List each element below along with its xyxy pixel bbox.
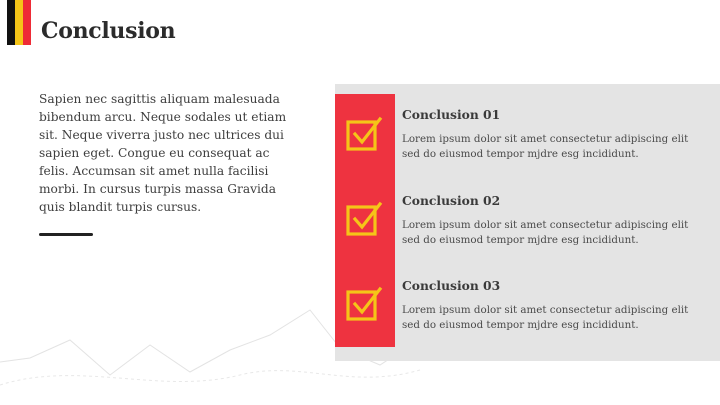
checkbox-check-icon (345, 116, 383, 154)
divider-line (39, 233, 93, 236)
decorative-wave-line (0, 370, 420, 385)
conclusion-text-2: Lorem ipsum dolor sit amet consectetur adipiscing elit sed do eiusmod tempor mjdre esg incididunt. (402, 219, 689, 246)
conclusion-text-1: Lorem ipsum dolor sit amet consectetur adipiscing elit sed do eiusmod tempor mjdre esg incididunt. (402, 133, 689, 160)
flag-stripes (7, 0, 31, 45)
conclusion-text-3: Lorem ipsum dolor sit amet consectetur adipiscing elit sed do eiusmod tempor mjdre esg incididunt. (402, 304, 689, 331)
slide-title: Conclusion (41, 18, 176, 44)
flag-stripe-red (23, 0, 31, 45)
checkbox-check-icon (345, 201, 383, 239)
flag-stripe-yellow (15, 0, 23, 45)
conclusion-title-1: Conclusion 01 (402, 107, 501, 122)
checkbox-check-icon (345, 286, 383, 324)
conclusion-title-2: Conclusion 02 (402, 193, 501, 208)
flag-stripe-black (7, 0, 15, 45)
intro-paragraph: Sapien nec sagittis aliquam malesuada bibendum arcu. Neque sodales ut etiam sit. Neque viverra justo nec ultrices dui sapien eget. Congue eu consequat ac felis. Accumsan sit amet nulla facilisi morbi. In cursus turpis massa Gravida quis blandit turpis cursus. (39, 92, 287, 214)
conclusion-title-3: Conclusion 03 (402, 278, 501, 293)
